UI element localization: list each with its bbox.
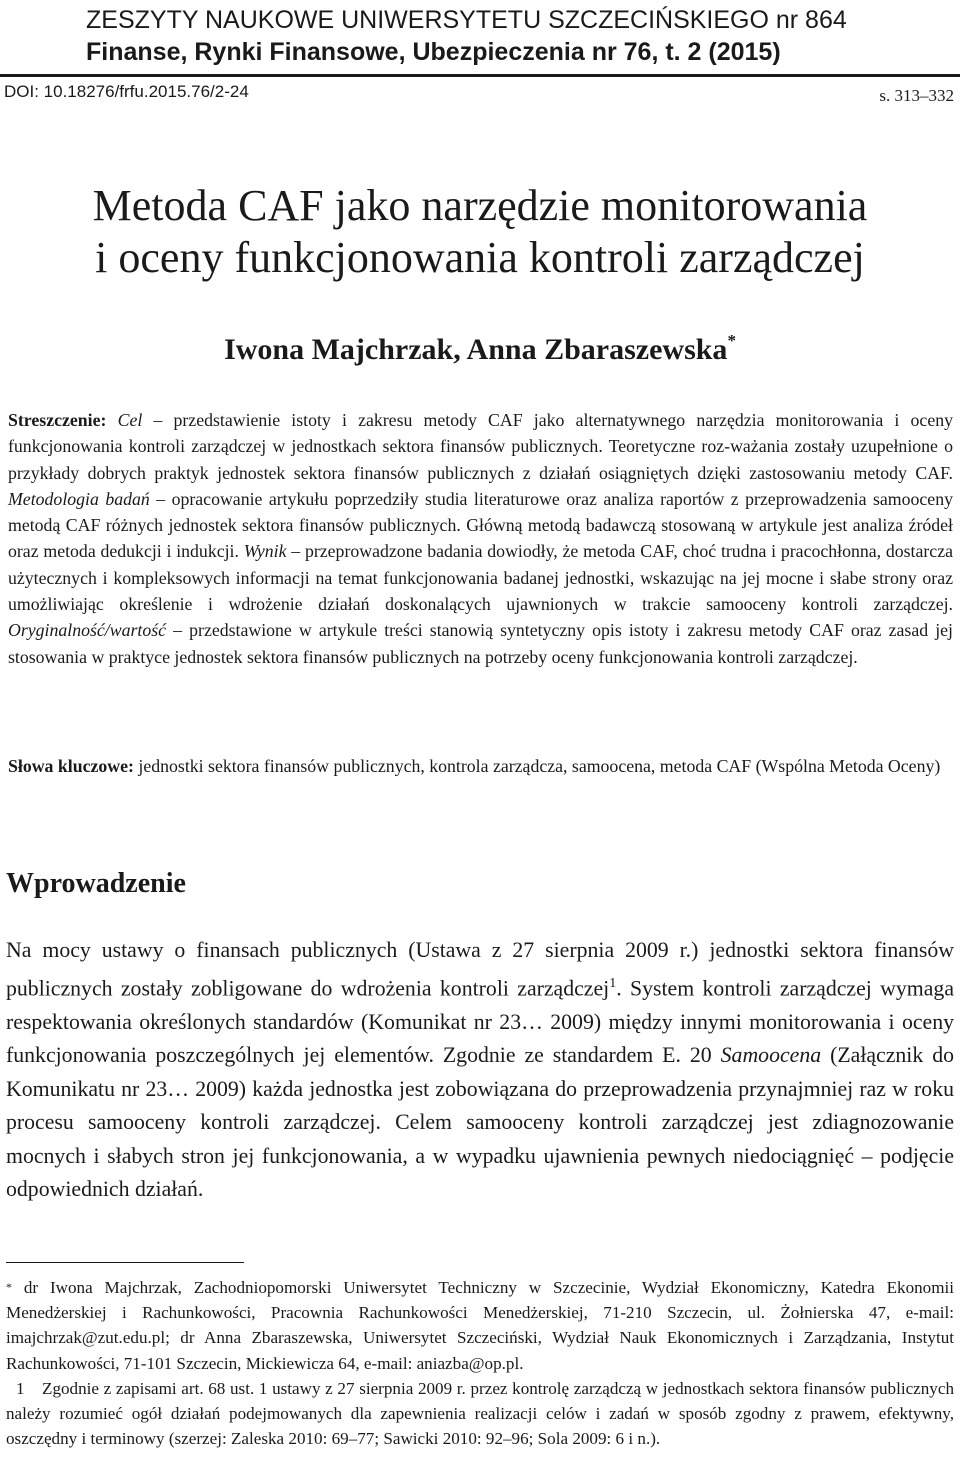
article-title-line-1: Metoda CAF jako narzędzie monitorowania	[92, 181, 868, 230]
intro-italic-term: Samoocena	[720, 1043, 822, 1068]
keywords-text: jednostki sektora finansów publicznych, kontrola zarządcza, samoocena, metoda CAF (Wspólna Metoda Oceny)	[133, 756, 941, 776]
footnote-author-marker: *	[6, 1280, 12, 1294]
article-title-line-2: i oceny funkcjonowania kontroli zarządczej	[95, 233, 865, 282]
author-footnote-marker: *	[727, 331, 736, 350]
keywords	[8, 753, 953, 779]
abstract-cel-label: Cel	[117, 410, 143, 430]
footnote-1-text: Zgodnie z zapisami art. 68 ust. 1 ustawy z 27 sierpnia 2009 r. przez kontrolę zarządczą w jednostkach sektora finansów publicznych należy rozumieć ogół działań podejmowanych dla zapewnienia realizacji celów i zadań w sposób zgodny z prawem, efektywny, oszczędny i terminowy (szerzej: Zaleska 2010: 69–77; Sawicki 2010: 92–96; Sola 2009: 6 i n.).	[6, 1378, 954, 1449]
abstract-originality-label: Oryginalność/wartość	[8, 620, 167, 641]
author-list	[0, 333, 960, 367]
footnote-1	[6, 1376, 954, 1452]
abstract-methodology-text: – opracowanie artykułu poprzedziły studia literaturowe oraz analiza raportów z przeprowadzenia samooceny metodą CAF różnych jednostek sektora finansów publicznych. Główną metodą badawczą stosowaną w artykule jest analiza źródeł oraz metoda dedukcji i indukcji.	[8, 488, 953, 562]
journal-series-title: ZESZYTY NAUKOWE UNIWERSYTETU SZCZECIŃSKIEGO nr 864	[86, 6, 847, 34]
footnotes	[6, 1275, 954, 1451]
intro-text-c: (Załącznik do Komunikatu nr 23… 2009) każda jednostka jest zobowiązana do przeprowadzenia przynajmniej raz w roku procesu samooceny kontroli zarządczej. Celem samooceny kontroli zarządczej jest zdiagnozowanie mocnych i słabych stron jej funkcjonowania, a w wypadku ujawnienia pewnych niedociągnięć – podjęcie odpowiednich działań.	[6, 1043, 954, 1202]
intro-footnote-ref: 1	[609, 976, 617, 992]
abstract-result-label: Wynik	[243, 541, 287, 562]
abstract	[8, 407, 953, 670]
page-range: s. 313–332	[879, 86, 954, 105]
footnote-author-text: dr Iwona Majchrzak, Zachodniopomorski Uniwersytet Techniczny w Szczecinie, Wydział Ekonomiczny, Katedra Ekonomii Menedżerskiej i Rachunkowości, Pracownia Rachunkowości Menedżerskiej, 71-210 Szczecin, ul. Żołnierska 47, e-mail: imajchrzak@zut.edu.pl; dr Anna Zbaraszewska, Uniwersytet Szczeciński, Wydział Nauk Ekonomicznych i Zarządzania, Instytut Rachunkowości, 71-101 Szczecin, Mickiewicza 64, e-mail: aniazba@op.pl.	[6, 1278, 954, 1373]
section-heading: Wprowadzenie	[6, 868, 186, 899]
keywords-label: Słowa kluczowe:	[8, 756, 134, 776]
intro-text-a: Na mocy ustawy o finansach publicznych (Ustawa z 27 sierpnia 2009 r.) jednostki sektora finansów publicznych zostały zobligowane do wdrożenia kontroli zarządczej	[6, 938, 954, 1001]
footnote-divider	[6, 1262, 244, 1263]
abstract-result-text: – przeprowadzone badania dowiodły, że metoda CAF, choć trudna i pracochłonna, dostarcza użytecznych i kompleksowych informacji na temat funkcjonowania badanej jednostki, wskazując na jej mocne i słabe strony oraz umożliwiając określenie i wdrożenie działań doskonalących ujawnionych w trakcie samooceny kontroli zarządczej.	[8, 541, 953, 615]
intro-text-b: . System kontroli zarządczej wymaga respektowania określonych standardów (Komunikat nr 23… 2009) między innymi monitorowania i oceny funkcjonowania poszczególnych jej elementów. Zgodnie ze standardem E. 20	[6, 976, 954, 1068]
abstract-cel-text-a: – przedstawienie istoty i zakresu metody CAF jako alternatywnego narzędzia monitorowania i oceny funkcjonowania kontroli zarządczej w jednostkach sektora finansów publicznych. Teoretyczne roz-	[8, 410, 953, 457]
abstract-label: Streszczenie:	[8, 410, 107, 430]
abstract-cel-text-b: ważania zostały uzupełnione o przykłady dobrych praktyk jednostek sektora finansów publicznych z działań osiągniętych dzięki zastosowaniu metody CAF.	[8, 436, 954, 483]
header-divider	[0, 74, 960, 77]
journal-issue-title: Finanse, Rynki Finansowe, Ubezpieczenia nr 76, t. 2 (2015)	[86, 38, 781, 66]
footnote-1-marker: 1	[16, 1378, 25, 1398]
doi-label: DOI: 10.18276/frfu.2015.76/2-24	[4, 82, 249, 101]
author-names: Iwona Majchrzak, Anna Zbaraszewska	[224, 333, 728, 366]
footnote-author	[6, 1275, 954, 1376]
abstract-originality-text: – przedstawione w artykule treści stanowią syntetyczny opis istoty i zakresu metody CAF oraz zasad jej stosowania w praktyce jednostek sektora finansów publicznych na potrzeby oceny funkcjonowania kontroli zarządczej.	[8, 620, 953, 667]
abstract-methodology-label: Metodologia badań	[8, 488, 150, 509]
introduction-paragraph	[6, 934, 954, 1207]
article-title	[0, 180, 960, 284]
